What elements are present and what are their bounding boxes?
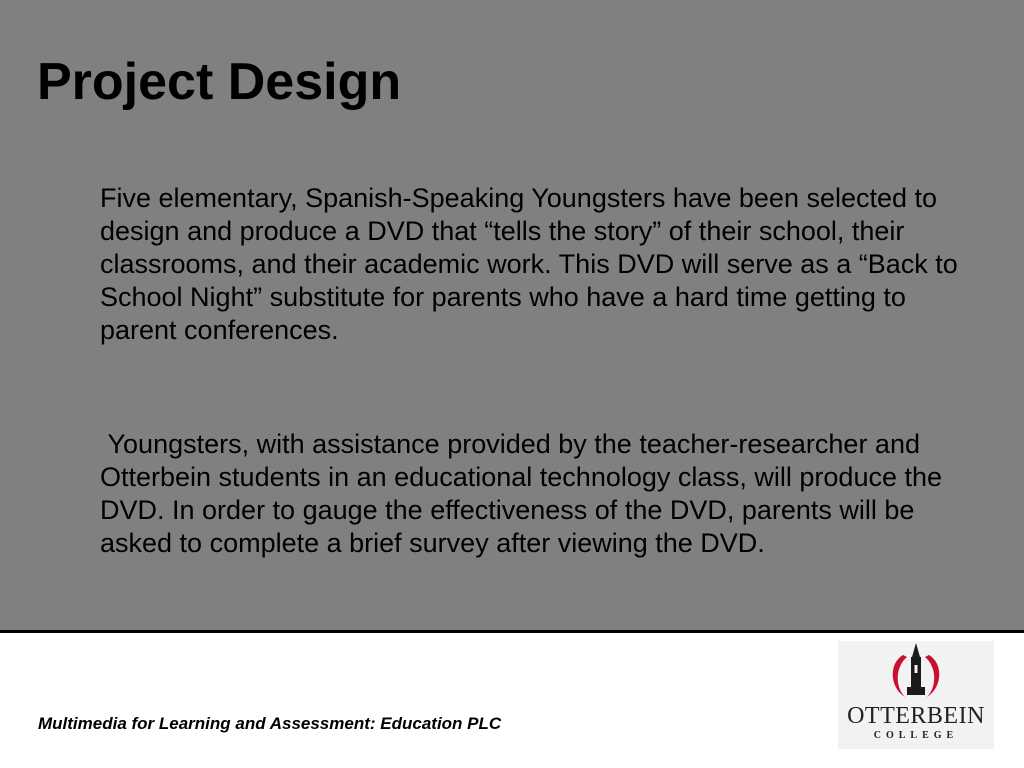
logo-swoosh-left [893,655,907,697]
footer-caption: Multimedia for Learning and Assessment: Education PLC [38,714,502,733]
logo-tower-window [915,665,918,673]
body-paragraph-1: Five elementary, Spanish-Speaking Youngsters have been selected to design and produce a DVD that “tells the story” of their school, their classrooms, and their academic work. This DVD will serve as a “Back to School Night” substitute for parents who have a hard time getting to parent conferences. [100,183,958,345]
slide-title: Project Design [37,53,402,111]
logo-tower-spire [912,643,920,657]
logo-tower-base [907,687,925,695]
otterbein-logo [838,641,994,749]
otterbein-tower-icon [881,643,951,701]
logo-name: OTTERBEIN [847,703,985,729]
logo-swoosh-right [925,655,939,697]
body-paragraph-2: Youngsters, with assistance provided by the teacher-researcher and Otterbein students in an educational technology class, will produce the DVD. In order to gauge the effectiveness of the DVD, parents will be asked to complete a brief survey after viewing the DVD. [100,429,950,558]
logo-subtitle: COLLEGE [873,730,959,741]
